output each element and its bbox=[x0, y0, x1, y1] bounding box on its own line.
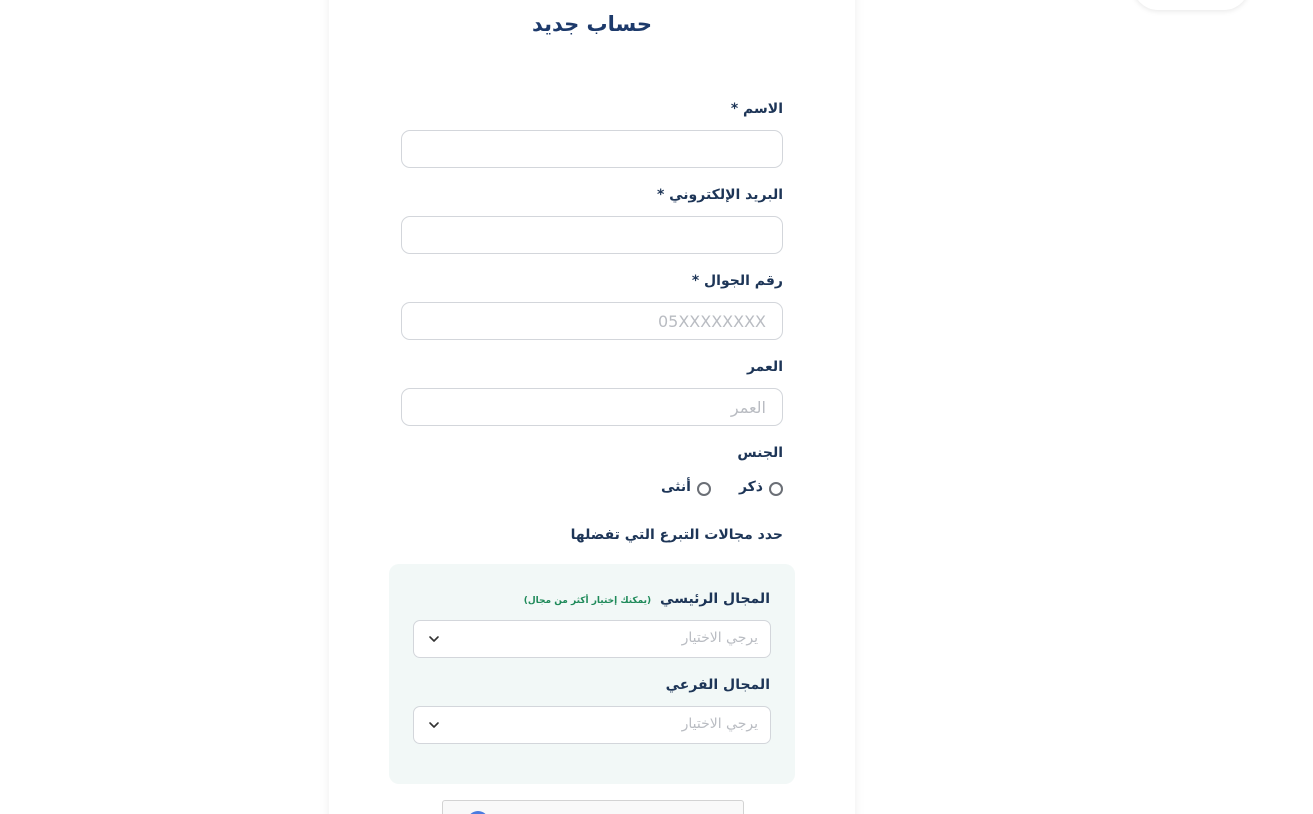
sub-field-placeholder: يرجي الاختيار bbox=[681, 716, 758, 732]
chevron-down-icon bbox=[428, 633, 440, 645]
captcha-widget[interactable] bbox=[442, 800, 744, 814]
gender-option-female[interactable] bbox=[661, 478, 711, 496]
mobile-input[interactable] bbox=[401, 302, 783, 340]
donation-fields-label: حدد مجالات التبرع التي تفضلها bbox=[570, 527, 783, 543]
gender-female-label: أنثى bbox=[661, 479, 691, 495]
age-label: العمر bbox=[746, 359, 783, 375]
main-field-title: المجال الرئيسي bbox=[660, 591, 770, 607]
gender-male-label: ذكر bbox=[738, 479, 763, 495]
name-input[interactable] bbox=[401, 130, 783, 168]
top-corner-button[interactable] bbox=[1133, 0, 1249, 10]
page-title: حساب جديد bbox=[531, 12, 653, 36]
radio-female[interactable] bbox=[697, 482, 711, 496]
main-field-placeholder: يرجي الاختيار bbox=[681, 630, 758, 646]
age-input[interactable] bbox=[401, 388, 783, 426]
sub-field-title: المجال الفرعي bbox=[665, 677, 770, 693]
gender-option-male[interactable] bbox=[739, 478, 783, 496]
sub-field-select[interactable] bbox=[413, 706, 771, 744]
name-label: الاسم * bbox=[730, 101, 783, 117]
chevron-down-icon bbox=[428, 719, 440, 731]
main-field-hint: (يمكنك إختيار أكثر من مجال) bbox=[523, 596, 652, 606]
email-input[interactable] bbox=[401, 216, 783, 254]
mobile-label: رقم الجوال * bbox=[691, 273, 783, 289]
main-field-label bbox=[524, 591, 770, 607]
email-label: البريد الإلكتروني * bbox=[656, 187, 783, 203]
sub-field-label bbox=[666, 677, 770, 693]
radio-male[interactable] bbox=[769, 482, 783, 496]
gender-radio-group bbox=[633, 478, 783, 496]
gender-label: الجنس bbox=[737, 445, 783, 461]
main-field-select[interactable] bbox=[413, 620, 771, 658]
